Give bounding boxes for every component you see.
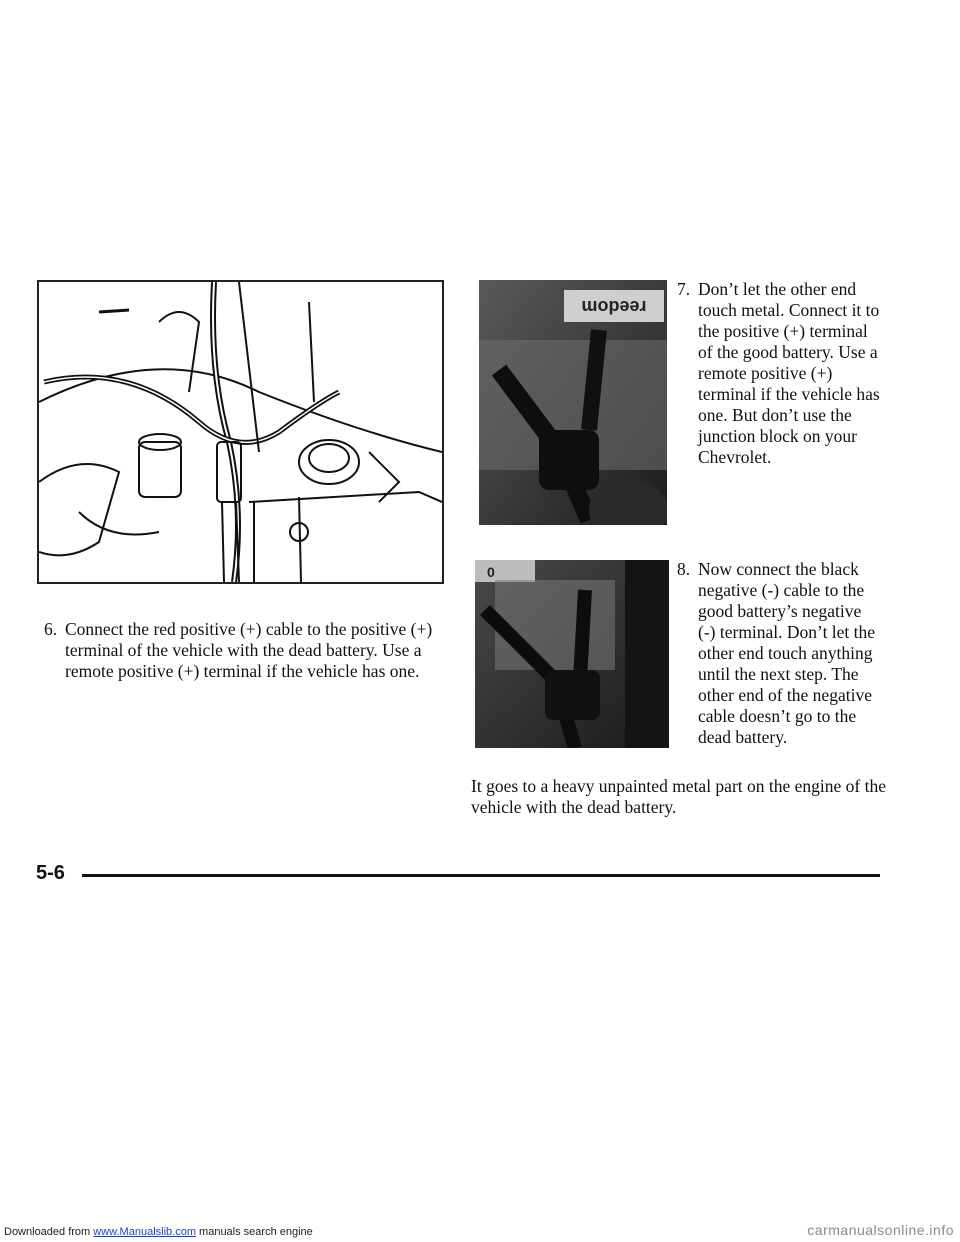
step-number: 7. <box>677 279 691 299</box>
engine-bay-illustration <box>37 280 444 584</box>
engine-jumper-cable-illustration-icon <box>39 282 442 582</box>
site-watermark: carmanualsonline.info <box>807 1222 954 1238</box>
footer-rule <box>82 874 880 877</box>
step-8 <box>677 559 882 748</box>
continuation-paragraph: It goes to a heavy unpainted metal part on the engine of the vehicle with the dead battery. <box>471 776 887 817</box>
step-number: 8. <box>677 559 691 579</box>
step-text: Connect the red positive (+) cable to the positive (+) terminal of the vehicle with the dead battery. Use a remote positive (+) terminal if the vehicle has one. <box>65 619 433 681</box>
page-number: 5-6 <box>36 862 65 884</box>
download-source-line <box>4 1226 313 1238</box>
photo-connect-positive-good-battery <box>479 280 667 525</box>
source-prefix: Downloaded from <box>4 1226 94 1238</box>
source-suffix: manuals search engine <box>195 1226 313 1238</box>
manualslib-link[interactable]: www.Manualslib.com <box>93 1226 196 1238</box>
step-number: 6. <box>44 619 58 639</box>
photo-connect-negative-good-battery <box>475 560 669 748</box>
battery-label-text-2: 0 <box>487 564 495 580</box>
step-6 <box>44 619 449 682</box>
step-text: Don’t let the other end touch metal. Connect it to the positive (+) terminal of the good battery. Use a remote positive (+) terminal if the vehicle has one. But don’t use the junction block on your Chevrolet. <box>698 279 880 467</box>
step-text: Now connect the black negative (-) cable to the good battery’s negative (-) terminal. Don’t let the other end touch anything until the next step. The other end of the negative cable doesn’t go to the dead battery. <box>698 559 876 747</box>
step-7 <box>677 279 882 468</box>
jumper-clamp-photo-icon <box>479 280 667 525</box>
negative-clamp-photo-icon <box>475 560 669 748</box>
battery-label-text: reedom <box>581 297 647 317</box>
